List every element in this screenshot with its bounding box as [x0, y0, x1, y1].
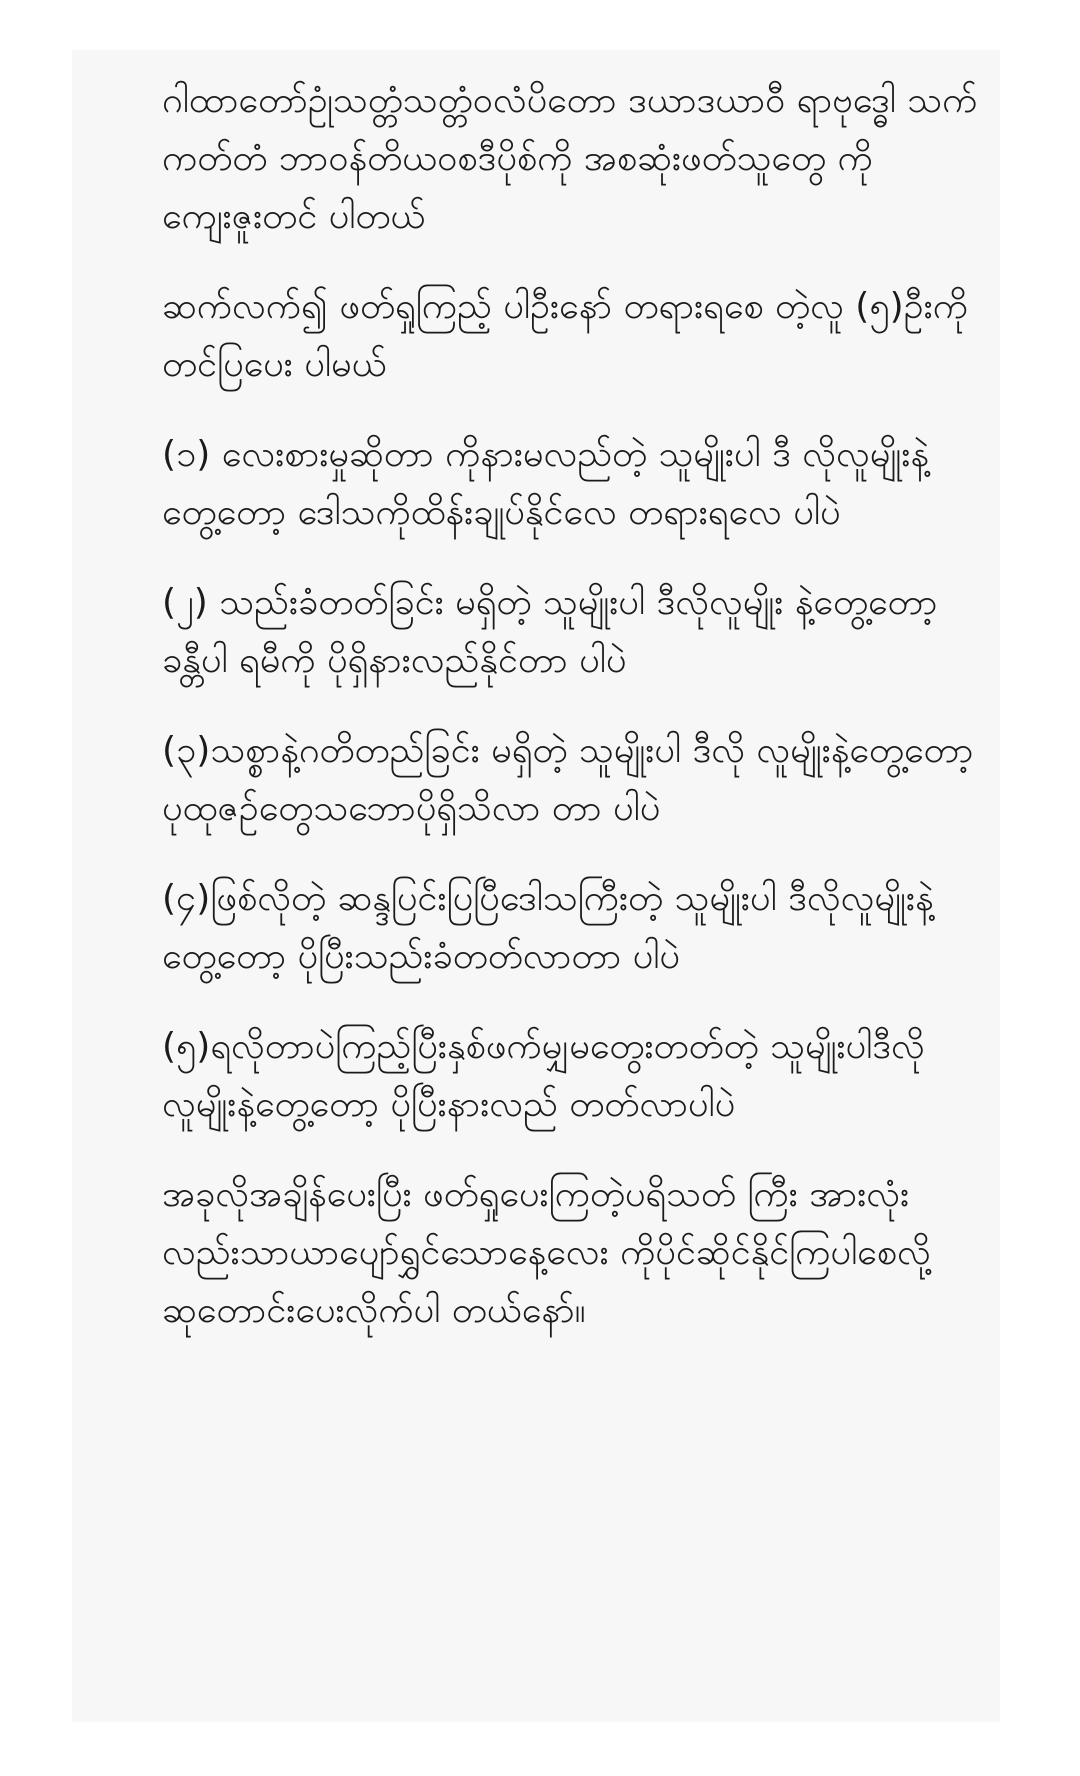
paragraph-item-1: (၁) လေးစားမှုဆိုတာ ကိုနားမလည်တဲ့ သူမျိုးပါ ဒီ လိုလူမျိုးနဲ့တွေ့တော့ ဒေါသကိုထိန်းချုပ်နိုင်လေ တရားရလေ ပါပဲ [162, 434, 929, 533]
paragraph-closing: အခုလိုအချိန်ပေးပြီး ဖတ်ရှုပေးကြတဲ့ပရိသတ် ကြီး အားလုံးလည်းသာယာပျော်ရွှင်သောနေ့လေး ကိုပိုင်ဆိုင်နိုင်ကြပါစေလို့ ဆုတောင်းပေးလိုက်ပါ တယ်နော်။ [162, 1174, 931, 1331]
paragraph-item-3: (၃)သစ္စာနဲ့ဂတိတည်ခြင်း မရှိတဲ့ သူမျိုးပါ ဒီလို လူမျိုးနဲ့တွေ့တော့ ပုထုဇဉ်တွေသဘောပိုရှိသိလာ တာ ပါပဲ [162, 730, 974, 829]
paragraph-item-2: (၂) သည်းခံတတ်ခြင်း မရှိတဲ့ သူမျိုးပါ ဒီလိုလူမျိုး နဲ့တွေ့တော့ ခန္တီပါ ရမီကို ပိုရှိနားလည်နိုင်တာ ပါပဲ [162, 582, 938, 681]
paragraph-item-4: (၄)ဖြစ်လိုတဲ့ ဆန္ဒပြင်းပြပြီဒေါသကြီးတဲ့ သူမျိုးပါ ဒီလိုလူမျိုးနဲ့တွေ့တော့ ပိုပြီးသည်းခံတတ်လာတာ ပါပဲ [162, 878, 934, 977]
post-body [162, 72, 982, 1372]
paragraph-intro: ဂါထာတော်ဥုံသတ္တံသတ္တံဝလံပိတော ဒယာဒယာဝီ ရာဗုဒ္ဓေါ သက်ကတ်တံ ဘာဝန်တိယဝစဒီပိုစ်ကို အစဆုံးဖတ်သူတွေ ကိုကျေးဇူးတင် ပါတယ် [162, 80, 978, 237]
paragraph-item-5: (၅)ရလိုတာပဲကြည့်ပြီးနှစ်ဖက်မျှမတွေးတတ်တဲ့ သူမျိုးပါဒီလိုလူမျိုးနဲ့တွေ့တော့ ပိုပြီးနားလည် တတ်လာပါပဲ [162, 1026, 925, 1125]
text-card [72, 50, 1000, 1722]
paragraph-lead: ဆက်လက်၍ ဖတ်ရှုကြည့် ပါဦးနော် တရားရစေ တဲ့လူ (၅)ဦးကို တင်ပြပေး ပါမယ် [162, 286, 968, 385]
